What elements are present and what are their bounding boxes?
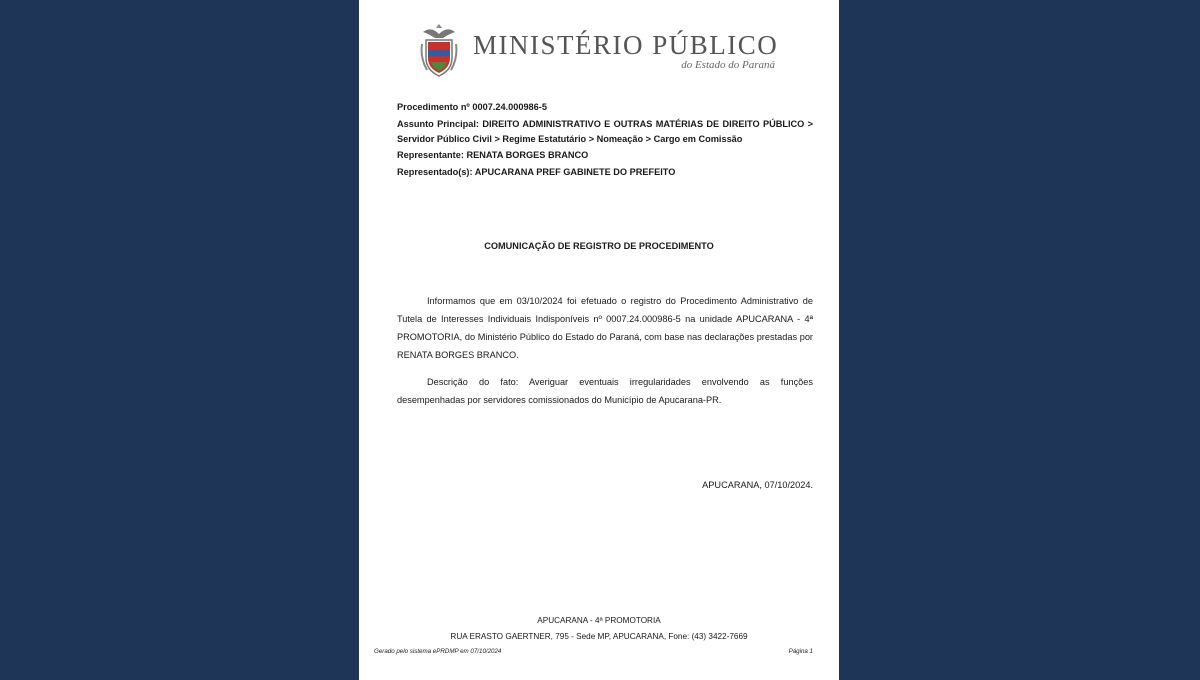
subject-label: Assunto Principal: <box>397 118 479 129</box>
body-paragraph-2-text: Descrição do fato: Averiguar eventuais irregularidades envolvendo as funções desempenhadas por servidores comissionados do Município de Apucarana-PR. <box>397 377 813 405</box>
logo-title: MINISTÉRIO PÚBLICO <box>473 30 779 60</box>
body-paragraph-2 <box>397 373 813 409</box>
ministerio-publico-logo <box>419 22 799 80</box>
procedure-number-line <box>397 99 813 117</box>
logo-subtitle: do Estado do Paraná <box>681 59 775 71</box>
represented-value: APUCARANA PREF GABINETE DO PREFEITO <box>474 167 676 177</box>
footer-unit: APUCARANA - 4ª PROMOTORIA <box>537 616 661 625</box>
represented-line <box>397 164 813 182</box>
parana-coat-of-arms-icon <box>419 24 459 78</box>
procedure-number-value: 0007.24.000986-5 <box>472 102 547 112</box>
representative-line <box>397 147 813 165</box>
represented-label: Representado(s): <box>397 167 473 177</box>
procedure-number-label: Procedimento nº <box>397 102 470 112</box>
body-paragraph-1-text: Informamos que em 03/10/2024 foi efetuado o registro do Procedimento Administrativo de Tutela de Interesses Individuais Indisponíveis nº 0007.24.000986-5 na unidade APUCARANA - 4ª PROMOTORIA, do Ministério Público do Estado do Paraná, com base nas declarações prestadas por RENATA BORGES BRANCO. <box>397 296 813 360</box>
procedure-header <box>397 99 813 182</box>
subject-line <box>397 117 813 147</box>
page-number: Página 1 <box>788 648 813 655</box>
document-page <box>359 0 839 680</box>
footer-address: RUA ERASTO GAERTNER, 795 - Sede MP, APUCARANA, Fone: (43) 3422-7669 <box>450 632 748 641</box>
body-paragraph-1 <box>397 292 813 364</box>
document-title: COMUNICAÇÃO DE REGISTRO DE PROCEDIMENTO <box>484 241 714 251</box>
date-line: APUCARANA, 07/10/2024. <box>702 480 813 490</box>
subject-value: DIREITO ADMINISTRATIVO E OUTRAS MATÉRIAS DE DIREITO PÚBLICO > Servidor Público Civil > Regime Estatutário > Nomeação > Cargo em Comissão <box>397 118 813 144</box>
generated-note: Gerado pelo sistema ePRDMP em 07/10/2024 <box>374 648 502 655</box>
representative-label: Representante: <box>397 149 464 160</box>
representative-value: RENATA BORGES BRANCO <box>466 149 589 160</box>
